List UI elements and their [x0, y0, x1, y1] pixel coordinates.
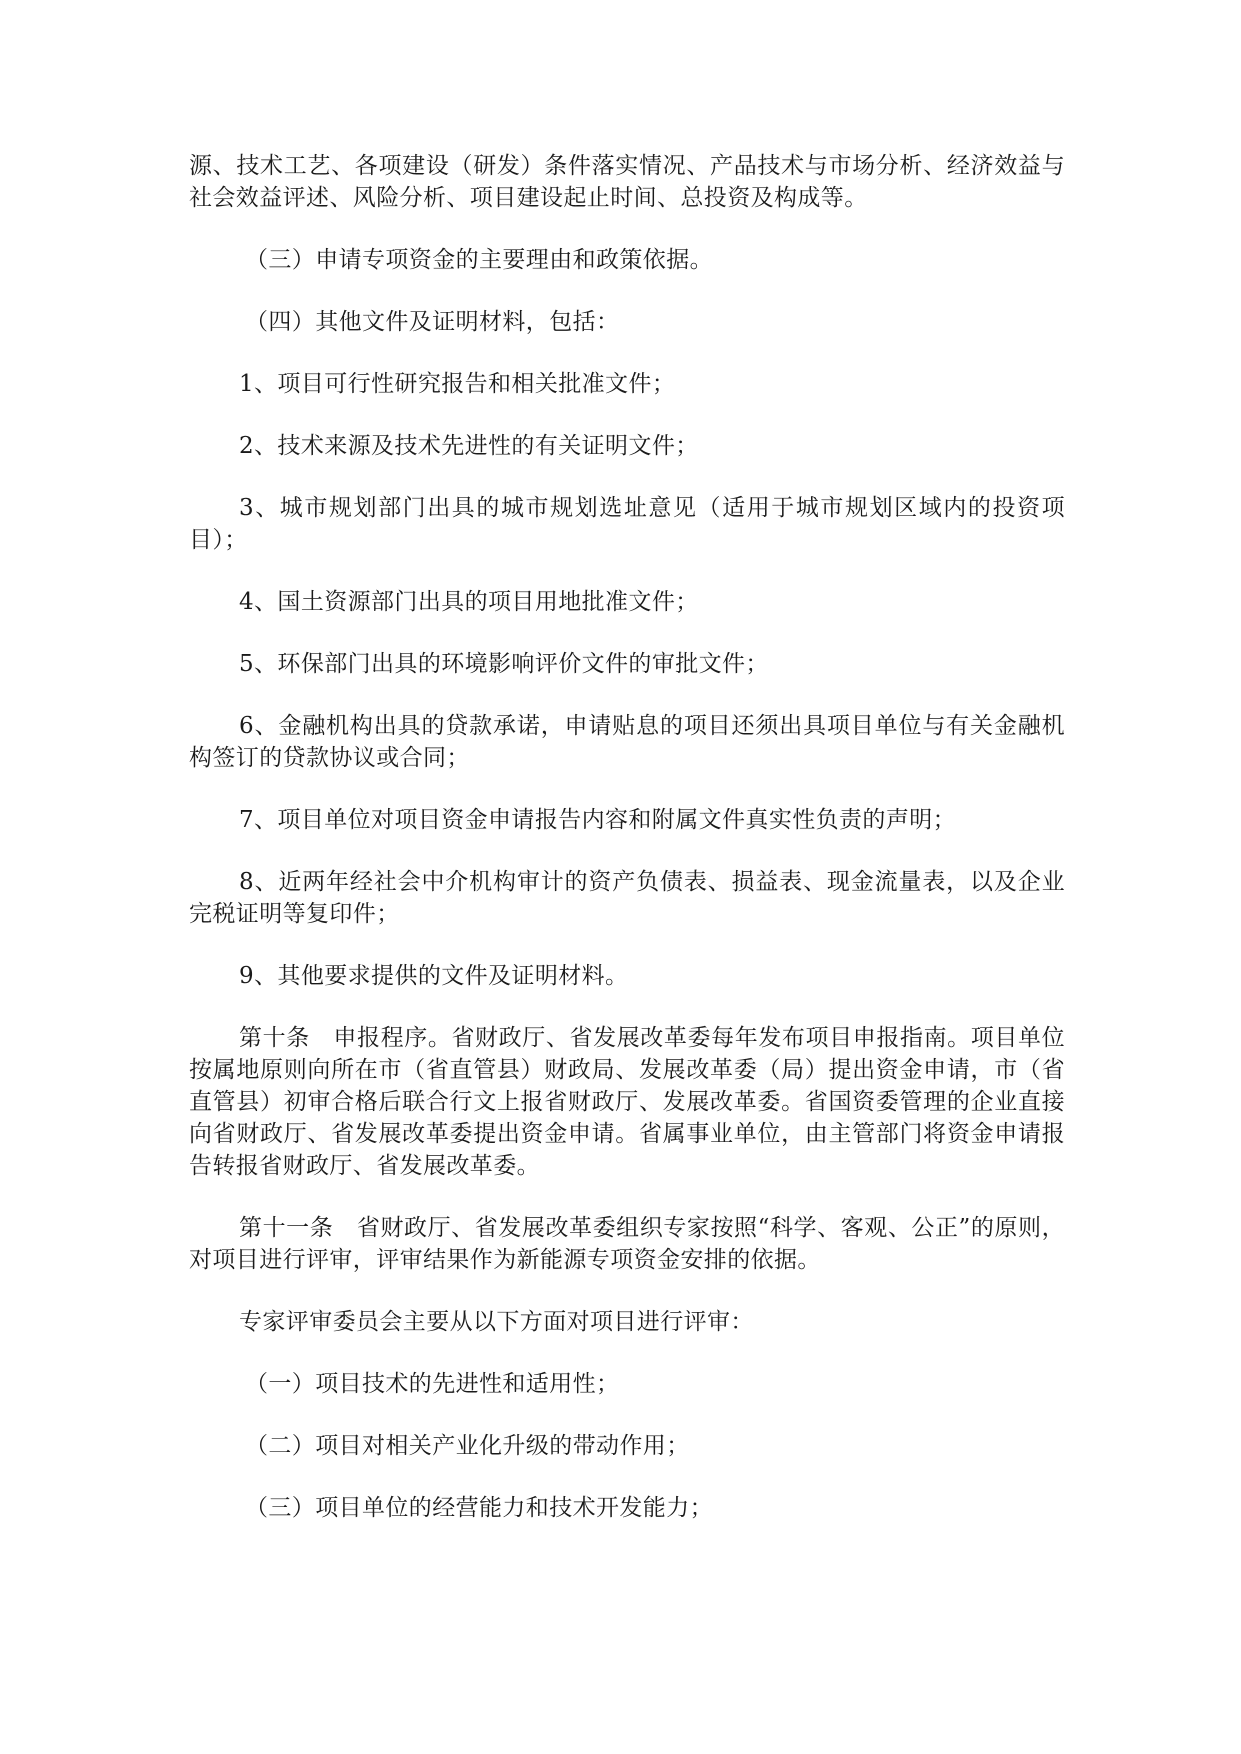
list-item-1-feasibility-report: 1、项目可行性研究报告和相关批准文件；: [239, 371, 676, 397]
list-item-4-land-approval: 4、国土资源部门出具的项目用地批准文件；: [239, 589, 699, 615]
list-item-8-financial-statements: 8、近两年经社会中介机构审计的资产负债表、损益表、现金流量表，以及企业完税证明等复印件；: [189, 869, 1065, 927]
list-item-2-technology-source: 2、技术来源及技术先进性的有关证明文件；: [239, 433, 699, 459]
list-item-6-loan-commitment: 6、金融机构出具的贷款承诺，申请贴息的项目还须出具项目单位与有关金融机构签订的贷款协议或合同；: [189, 713, 1065, 771]
paragraph-review-criteria-intro: 专家评审委员会主要从以下方面对项目进行评审：: [239, 1309, 754, 1335]
paragraph-item-4-other-documents: （四）其他文件及证明材料，包括：: [245, 309, 620, 335]
document-page: [189, 150, 1065, 1554]
list-item-3-site-opinion: 3、城市规划部门出具的城市规划选址意见（适用于城市规划区域内的投资项目）；: [189, 495, 1065, 553]
article-11-expert-review: 第十一条 省财政厅、省发展改革委组织专家按照“科学、客观、公正”的原则，对项目进行评审，评审结果作为新能源专项资金安排的依据。: [189, 1215, 1065, 1273]
criteria-item-3-operating-capacity: （三）项目单位的经营能力和技术开发能力；: [245, 1495, 713, 1521]
criteria-item-2-industry-upgrade: （二）项目对相关产业化升级的带动作用；: [245, 1433, 690, 1459]
article-10-application-procedure: 第十条 申报程序。省财政厅、省发展改革委每年发布项目申报指南。项目单位按属地原则向所在市（省直管县）财政局、发展改革委（局）提出资金申请，市（省直管县）初审合格后联合行文上报省财政厅、发展改革委。省国资委管理的企业直接向省财政厅、省发展改革委提出资金申请。省属事业单位，由主管部门将资金申请报告转报省财政厅、省发展改革委。: [189, 1025, 1065, 1179]
list-item-7-authenticity-statement: 7、项目单位对项目资金申请报告内容和附属文件真实性负责的声明；: [239, 807, 957, 833]
paragraph-continued-application-contents: 源、技术工艺、各项建设（研发）条件落实情况、产品技术与市场分析、经济效益与社会效益评述、风险分析、项目建设起止时间、总投资及构成等。: [189, 153, 1065, 211]
paragraph-item-3-funding-reasons: （三）申请专项资金的主要理由和政策依据。: [245, 247, 713, 273]
criteria-item-1-technology: （一）项目技术的先进性和适用性；: [245, 1371, 620, 1397]
list-item-9-other-materials: 9、其他要求提供的文件及证明材料。: [239, 963, 629, 989]
list-item-5-environment-approval: 5、环保部门出具的环境影响评价文件的审批文件；: [239, 651, 769, 677]
